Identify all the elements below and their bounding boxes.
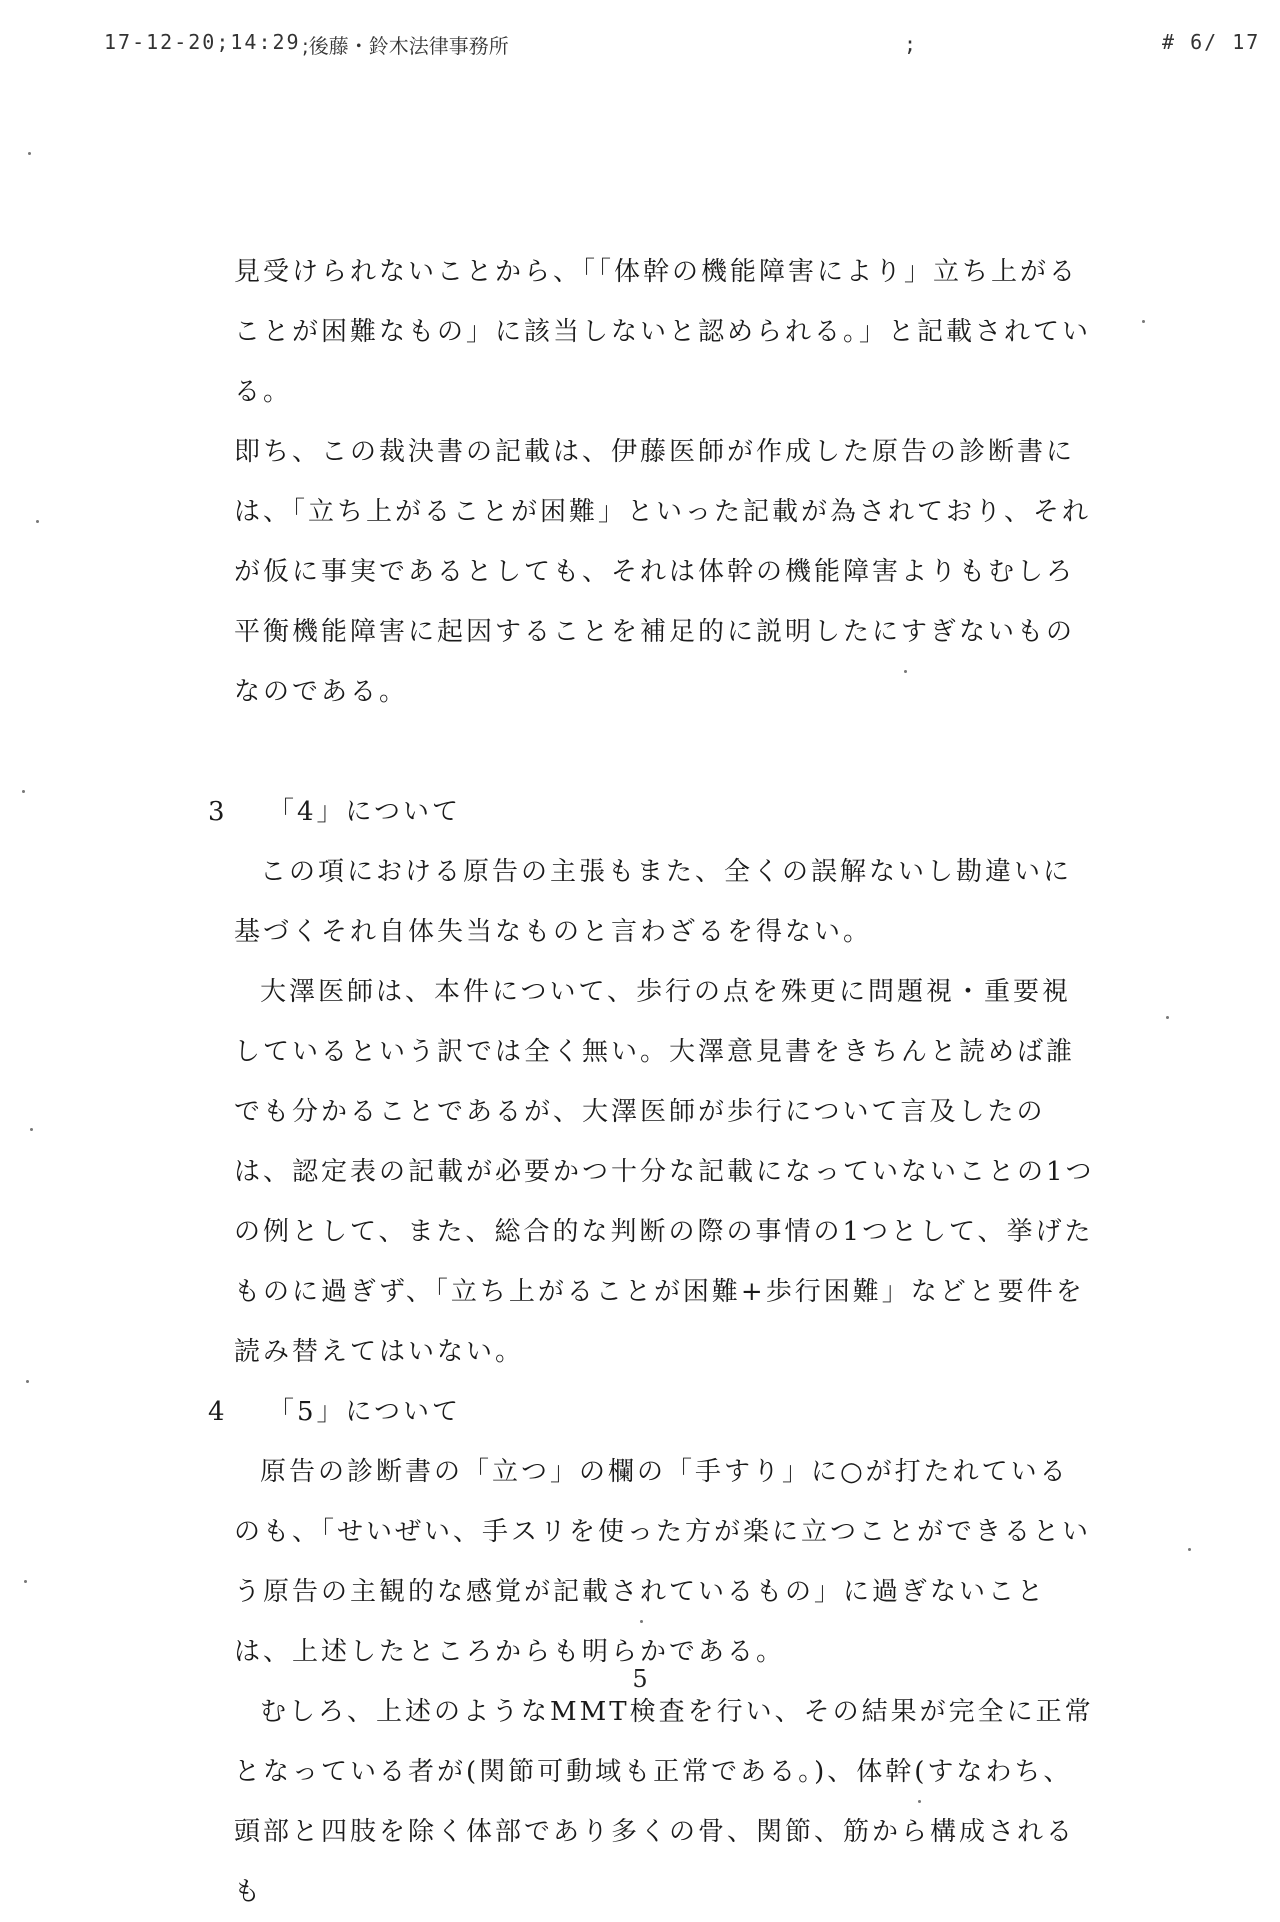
section-4-title: 「5」について xyxy=(268,1397,462,1427)
scan-speck xyxy=(904,670,907,673)
scan-speck xyxy=(24,1580,27,1583)
section-3-paragraph-2: 大澤医師は、本件について、歩行の点を殊更に問題視・重要視しているという訳では全く無い。大澤意見書をきちんと読めば誰でも分かることであるが、大澤医師が歩行について言及したのは、認定表の記載が必要かつ十分な記載になっていないことの1つの例として、また、総合的な判断の際の事情の1つとして、挙げたものに過ぎず、「立ち上がることが困難+歩行困難」などと要件を読み替えてはいない。 xyxy=(234,977,1095,1367)
fax-separator: ; xyxy=(904,32,919,56)
section-3-heading xyxy=(208,782,1096,842)
scan-speck xyxy=(1188,1548,1191,1551)
section-3-title: 「4」について xyxy=(268,797,462,827)
scan-speck xyxy=(918,1800,921,1803)
fax-header xyxy=(0,20,1280,60)
page-number: 5 xyxy=(632,1665,648,1693)
scan-speck xyxy=(26,1380,29,1383)
scan-speck xyxy=(28,152,31,155)
section-4-heading xyxy=(208,1382,1096,1442)
scan-speck xyxy=(640,1620,643,1623)
scan-speck xyxy=(36,520,39,523)
scan-speck xyxy=(1142,320,1145,323)
fax-sender: ;後藤・鈴木法律事務所 xyxy=(302,34,509,58)
paragraph-explanation: 即ち、この裁決書の記載は、伊藤医師が作成した原告の診断書には、「立ち上がることが困難」といった記載が為されており、それが仮に事実であるとしても、それは体幹の機能障害よりもむしろ平衡機能障害に起因することを補足的に説明したにすぎないものなのである。 xyxy=(234,437,1092,707)
section-3-number: 3 xyxy=(208,797,228,827)
fax-timestamp: 17-12-20;14:29 xyxy=(104,30,301,54)
scan-speck xyxy=(30,1128,33,1131)
scan-speck xyxy=(22,790,25,793)
section-4-paragraph-1: 原告の診断書の「立つ」の欄の「手すり」に○が打たれているのも、「せいぜい、手スリを使った方が楽に立つことができるという原告の主観的な感覚が記載されているもの」に過ぎないことは、上述したところからも明らかである。 xyxy=(234,1457,1092,1667)
spacer xyxy=(234,722,1096,782)
scan-speck xyxy=(1166,1016,1169,1019)
paragraph-continuation: 見受けられないことから、「「体幹の機能障害により」立ち上がることが困難なもの」に該当しないと認められる。」と記載されている。 xyxy=(234,257,1092,407)
fax-page-count: # 6/ 17 xyxy=(1162,30,1261,54)
section-4-paragraph-2: むしろ、上述のようなMMT検査を行い、その結果が完全に正常となっている者が(関節可動域も正常である。)、体幹(すなわち、頭部と四肢を除く体部であり多くの骨、関節、筋から構成されるも xyxy=(234,1697,1094,1907)
section-4-number: 4 xyxy=(208,1397,228,1427)
section-3-paragraph-1: この項における原告の主張もまた、全くの誤解ないし勘違いに基づくそれ自体失当なものと言わざるを得ない。 xyxy=(234,857,1073,947)
